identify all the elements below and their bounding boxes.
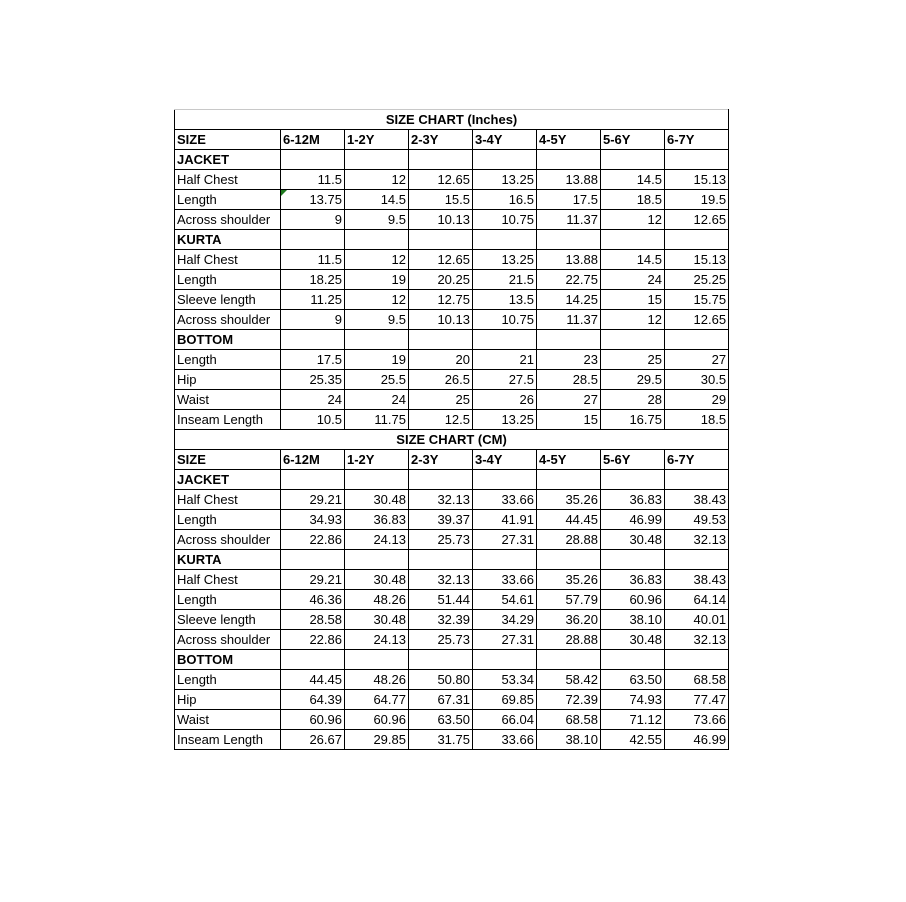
measurement-value: 27 bbox=[537, 390, 601, 410]
table-row bbox=[175, 170, 729, 190]
empty-cell bbox=[281, 150, 345, 170]
measurement-value: 28.58 bbox=[281, 610, 345, 630]
empty-cell bbox=[409, 330, 473, 350]
measurement-value: 13.25 bbox=[473, 410, 537, 430]
section-row bbox=[175, 230, 729, 250]
measurement-value: 10.5 bbox=[281, 410, 345, 430]
size-chart-sheet bbox=[174, 109, 729, 750]
measurement-label: Across shoulder bbox=[175, 310, 281, 330]
measurement-value: 24.13 bbox=[345, 630, 409, 650]
measurement-value: 38.10 bbox=[537, 730, 601, 750]
measurement-value: 15.13 bbox=[665, 170, 729, 190]
measurement-value: 22.86 bbox=[281, 530, 345, 550]
measurement-value: 32.13 bbox=[409, 570, 473, 590]
measurement-value: 9.5 bbox=[345, 210, 409, 230]
header-size-column: 6-12M bbox=[281, 130, 345, 150]
header-size-column: 3-4Y bbox=[473, 130, 537, 150]
measurement-value: 15 bbox=[601, 290, 665, 310]
measurement-value: 46.99 bbox=[665, 730, 729, 750]
measurement-value: 31.75 bbox=[409, 730, 473, 750]
size-chart-table bbox=[174, 109, 729, 750]
measurement-value: 24 bbox=[345, 390, 409, 410]
measurement-value: 35.26 bbox=[537, 570, 601, 590]
measurement-value: 72.39 bbox=[537, 690, 601, 710]
measurement-value: 33.66 bbox=[473, 570, 537, 590]
measurement-value: 66.04 bbox=[473, 710, 537, 730]
empty-cell bbox=[473, 550, 537, 570]
measurement-value: 38.10 bbox=[601, 610, 665, 630]
measurement-value: 35.26 bbox=[537, 490, 601, 510]
section-row bbox=[175, 330, 729, 350]
measurement-value: 28.88 bbox=[537, 530, 601, 550]
measurement-value: 13.25 bbox=[473, 170, 537, 190]
header-size-label: SIZE bbox=[175, 450, 281, 470]
measurement-value: 68.58 bbox=[665, 670, 729, 690]
empty-cell bbox=[537, 550, 601, 570]
measurement-value: 13.75 bbox=[281, 190, 345, 210]
empty-cell bbox=[281, 470, 345, 490]
measurement-value: 10.75 bbox=[473, 310, 537, 330]
measurement-value: 29.21 bbox=[281, 570, 345, 590]
measurement-value: 40.01 bbox=[665, 610, 729, 630]
measurement-value: 71.12 bbox=[601, 710, 665, 730]
measurement-value: 25.35 bbox=[281, 370, 345, 390]
table-row bbox=[175, 670, 729, 690]
measurement-value: 9 bbox=[281, 310, 345, 330]
measurement-value: 74.93 bbox=[601, 690, 665, 710]
table-row bbox=[175, 410, 729, 430]
measurement-label: Hip bbox=[175, 370, 281, 390]
measurement-value: 41.91 bbox=[473, 510, 537, 530]
measurement-label: Length bbox=[175, 350, 281, 370]
measurement-value: 19 bbox=[345, 350, 409, 370]
measurement-value: 68.58 bbox=[537, 710, 601, 730]
measurement-value: 18.5 bbox=[601, 190, 665, 210]
measurement-value: 64.14 bbox=[665, 590, 729, 610]
header-row bbox=[175, 450, 729, 470]
measurement-value: 48.26 bbox=[345, 670, 409, 690]
measurement-value: 29.5 bbox=[601, 370, 665, 390]
measurement-value: 13.5 bbox=[473, 290, 537, 310]
measurement-value: 12 bbox=[601, 210, 665, 230]
measurement-value: 57.79 bbox=[537, 590, 601, 610]
measurement-value: 27 bbox=[665, 350, 729, 370]
measurement-value: 27.31 bbox=[473, 530, 537, 550]
empty-cell bbox=[345, 230, 409, 250]
header-row bbox=[175, 130, 729, 150]
measurement-value: 28 bbox=[601, 390, 665, 410]
header-size-column: 4-5Y bbox=[537, 130, 601, 150]
header-size-column: 1-2Y bbox=[345, 450, 409, 470]
measurement-value: 12.65 bbox=[665, 210, 729, 230]
measurement-value: 64.77 bbox=[345, 690, 409, 710]
measurement-label: Across shoulder bbox=[175, 210, 281, 230]
measurement-value: 60.96 bbox=[281, 710, 345, 730]
header-size-column: 1-2Y bbox=[345, 130, 409, 150]
table-title: SIZE CHART (CM) bbox=[175, 430, 729, 450]
measurement-value: 49.53 bbox=[665, 510, 729, 530]
measurement-value: 73.66 bbox=[665, 710, 729, 730]
measurement-label: Hip bbox=[175, 690, 281, 710]
measurement-value: 27.31 bbox=[473, 630, 537, 650]
table-row bbox=[175, 570, 729, 590]
measurement-value: 12.65 bbox=[409, 250, 473, 270]
measurement-value: 22.75 bbox=[537, 270, 601, 290]
empty-cell bbox=[665, 150, 729, 170]
measurement-value: 15.13 bbox=[665, 250, 729, 270]
empty-cell bbox=[665, 550, 729, 570]
measurement-label: Waist bbox=[175, 710, 281, 730]
measurement-value: 30.48 bbox=[601, 630, 665, 650]
measurement-value: 30.48 bbox=[345, 610, 409, 630]
empty-cell bbox=[409, 470, 473, 490]
empty-cell bbox=[537, 330, 601, 350]
measurement-value: 12.5 bbox=[409, 410, 473, 430]
measurement-value: 14.5 bbox=[345, 190, 409, 210]
section-row bbox=[175, 650, 729, 670]
measurement-label: Across shoulder bbox=[175, 630, 281, 650]
measurement-value: 12.65 bbox=[409, 170, 473, 190]
measurement-label: Inseam Length bbox=[175, 410, 281, 430]
empty-cell bbox=[601, 150, 665, 170]
measurement-value: 17.5 bbox=[537, 190, 601, 210]
measurement-value: 18.5 bbox=[665, 410, 729, 430]
measurement-label: Length bbox=[175, 510, 281, 530]
measurement-value: 18.25 bbox=[281, 270, 345, 290]
measurement-label: Half Chest bbox=[175, 250, 281, 270]
measurement-value: 54.61 bbox=[473, 590, 537, 610]
measurement-value: 32.13 bbox=[409, 490, 473, 510]
table-row bbox=[175, 530, 729, 550]
empty-cell bbox=[409, 150, 473, 170]
header-size-column: 5-6Y bbox=[601, 450, 665, 470]
measurement-value: 26.5 bbox=[409, 370, 473, 390]
empty-cell bbox=[537, 150, 601, 170]
measurement-label: Half Chest bbox=[175, 490, 281, 510]
measurement-value: 67.31 bbox=[409, 690, 473, 710]
measurement-value: 36.83 bbox=[601, 570, 665, 590]
measurement-value: 10.13 bbox=[409, 310, 473, 330]
section-heading: JACKET bbox=[175, 150, 281, 170]
header-size-column: 3-4Y bbox=[473, 450, 537, 470]
measurement-value: 12.75 bbox=[409, 290, 473, 310]
measurement-value: 51.44 bbox=[409, 590, 473, 610]
measurement-label: Half Chest bbox=[175, 170, 281, 190]
empty-cell bbox=[345, 470, 409, 490]
measurement-value: 13.25 bbox=[473, 250, 537, 270]
measurement-label: Half Chest bbox=[175, 570, 281, 590]
measurement-value: 30.5 bbox=[665, 370, 729, 390]
measurement-value: 23 bbox=[537, 350, 601, 370]
table-row bbox=[175, 370, 729, 390]
measurement-value: 64.39 bbox=[281, 690, 345, 710]
measurement-value: 14.5 bbox=[601, 170, 665, 190]
measurement-value: 12 bbox=[601, 310, 665, 330]
measurement-value: 15 bbox=[537, 410, 601, 430]
table-row bbox=[175, 730, 729, 750]
measurement-value: 46.99 bbox=[601, 510, 665, 530]
measurement-value: 17.5 bbox=[281, 350, 345, 370]
measurement-value: 11.5 bbox=[281, 250, 345, 270]
empty-cell bbox=[665, 470, 729, 490]
empty-cell bbox=[345, 330, 409, 350]
measurement-value: 32.39 bbox=[409, 610, 473, 630]
table-row bbox=[175, 710, 729, 730]
table-row bbox=[175, 510, 729, 530]
measurement-value: 53.34 bbox=[473, 670, 537, 690]
measurement-value: 12.65 bbox=[665, 310, 729, 330]
measurement-value: 12 bbox=[345, 290, 409, 310]
empty-cell bbox=[281, 650, 345, 670]
empty-cell bbox=[665, 650, 729, 670]
table-row bbox=[175, 610, 729, 630]
measurement-label: Length bbox=[175, 270, 281, 290]
measurement-value: 20.25 bbox=[409, 270, 473, 290]
section-heading: BOTTOM bbox=[175, 650, 281, 670]
empty-cell bbox=[409, 230, 473, 250]
measurement-label: Across shoulder bbox=[175, 530, 281, 550]
table-row bbox=[175, 190, 729, 210]
measurement-value: 33.66 bbox=[473, 730, 537, 750]
empty-cell bbox=[473, 470, 537, 490]
measurement-value: 20 bbox=[409, 350, 473, 370]
measurement-value: 44.45 bbox=[281, 670, 345, 690]
table-title-row bbox=[175, 110, 729, 130]
empty-cell bbox=[281, 550, 345, 570]
empty-cell bbox=[665, 230, 729, 250]
measurement-value: 63.50 bbox=[601, 670, 665, 690]
section-row bbox=[175, 550, 729, 570]
empty-cell bbox=[473, 230, 537, 250]
measurement-value: 25.5 bbox=[345, 370, 409, 390]
measurement-value: 25.25 bbox=[665, 270, 729, 290]
measurement-value: 25.73 bbox=[409, 530, 473, 550]
measurement-value: 13.88 bbox=[537, 170, 601, 190]
empty-cell bbox=[601, 330, 665, 350]
measurement-value: 19.5 bbox=[665, 190, 729, 210]
measurement-value: 11.25 bbox=[281, 290, 345, 310]
section-row bbox=[175, 470, 729, 490]
table-row bbox=[175, 490, 729, 510]
empty-cell bbox=[601, 470, 665, 490]
measurement-value: 48.26 bbox=[345, 590, 409, 610]
measurement-value: 38.43 bbox=[665, 490, 729, 510]
empty-cell bbox=[473, 650, 537, 670]
measurement-value: 16.5 bbox=[473, 190, 537, 210]
section-heading: JACKET bbox=[175, 470, 281, 490]
measurement-value: 34.93 bbox=[281, 510, 345, 530]
table-title-row bbox=[175, 430, 729, 450]
measurement-value: 29 bbox=[665, 390, 729, 410]
header-size-column: 6-7Y bbox=[665, 450, 729, 470]
measurement-value: 26.67 bbox=[281, 730, 345, 750]
header-size-column: 2-3Y bbox=[409, 130, 473, 150]
measurement-value: 63.50 bbox=[409, 710, 473, 730]
header-size-column: 4-5Y bbox=[537, 450, 601, 470]
measurement-value: 39.37 bbox=[409, 510, 473, 530]
empty-cell bbox=[281, 230, 345, 250]
empty-cell bbox=[601, 650, 665, 670]
measurement-value: 60.96 bbox=[601, 590, 665, 610]
table-row bbox=[175, 350, 729, 370]
measurement-value: 36.83 bbox=[601, 490, 665, 510]
measurement-value: 32.13 bbox=[665, 630, 729, 650]
table-row bbox=[175, 690, 729, 710]
measurement-value: 12 bbox=[345, 250, 409, 270]
table-title: SIZE CHART (Inches) bbox=[175, 110, 729, 130]
measurement-value: 25.73 bbox=[409, 630, 473, 650]
measurement-value: 21.5 bbox=[473, 270, 537, 290]
measurement-value: 28.5 bbox=[537, 370, 601, 390]
measurement-label: Length bbox=[175, 190, 281, 210]
measurement-value: 10.75 bbox=[473, 210, 537, 230]
measurement-value: 22.86 bbox=[281, 630, 345, 650]
measurement-value: 11.37 bbox=[537, 310, 601, 330]
empty-cell bbox=[537, 230, 601, 250]
measurement-value: 10.13 bbox=[409, 210, 473, 230]
table-row bbox=[175, 210, 729, 230]
measurement-value: 30.48 bbox=[345, 570, 409, 590]
measurement-value: 38.43 bbox=[665, 570, 729, 590]
table-row bbox=[175, 270, 729, 290]
measurement-value: 29.21 bbox=[281, 490, 345, 510]
measurement-value: 50.80 bbox=[409, 670, 473, 690]
measurement-value: 60.96 bbox=[345, 710, 409, 730]
header-size-column: 2-3Y bbox=[409, 450, 473, 470]
empty-cell bbox=[601, 230, 665, 250]
measurement-value: 28.88 bbox=[537, 630, 601, 650]
measurement-value: 11.5 bbox=[281, 170, 345, 190]
measurement-value: 30.48 bbox=[345, 490, 409, 510]
measurement-value: 19 bbox=[345, 270, 409, 290]
empty-cell bbox=[537, 470, 601, 490]
measurement-value: 42.55 bbox=[601, 730, 665, 750]
empty-cell bbox=[409, 550, 473, 570]
empty-cell bbox=[473, 150, 537, 170]
measurement-label: Sleeve length bbox=[175, 610, 281, 630]
table-row bbox=[175, 630, 729, 650]
measurement-value: 25 bbox=[409, 390, 473, 410]
measurement-value: 16.75 bbox=[601, 410, 665, 430]
measurement-value: 44.45 bbox=[537, 510, 601, 530]
measurement-value: 46.36 bbox=[281, 590, 345, 610]
header-size-column: 5-6Y bbox=[601, 130, 665, 150]
measurement-value: 24 bbox=[281, 390, 345, 410]
measurement-value: 34.29 bbox=[473, 610, 537, 630]
empty-cell bbox=[537, 650, 601, 670]
measurement-value: 29.85 bbox=[345, 730, 409, 750]
measurement-label: Sleeve length bbox=[175, 290, 281, 310]
measurement-value: 58.42 bbox=[537, 670, 601, 690]
table-row bbox=[175, 250, 729, 270]
empty-cell bbox=[665, 330, 729, 350]
measurement-value: 24 bbox=[601, 270, 665, 290]
empty-cell bbox=[409, 650, 473, 670]
measurement-value: 30.48 bbox=[601, 530, 665, 550]
measurement-value: 21 bbox=[473, 350, 537, 370]
measurement-value: 15.5 bbox=[409, 190, 473, 210]
measurement-value: 36.20 bbox=[537, 610, 601, 630]
empty-cell bbox=[345, 650, 409, 670]
section-heading: BOTTOM bbox=[175, 330, 281, 350]
measurement-value: 32.13 bbox=[665, 530, 729, 550]
measurement-value: 77.47 bbox=[665, 690, 729, 710]
empty-cell bbox=[281, 330, 345, 350]
section-heading: KURTA bbox=[175, 230, 281, 250]
empty-cell bbox=[601, 550, 665, 570]
empty-cell bbox=[473, 330, 537, 350]
measurement-value: 33.66 bbox=[473, 490, 537, 510]
table-row bbox=[175, 290, 729, 310]
table-row bbox=[175, 390, 729, 410]
measurement-value: 11.75 bbox=[345, 410, 409, 430]
table-row bbox=[175, 310, 729, 330]
measurement-value: 13.88 bbox=[537, 250, 601, 270]
measurement-value: 24.13 bbox=[345, 530, 409, 550]
measurement-label: Inseam Length bbox=[175, 730, 281, 750]
measurement-value: 11.37 bbox=[537, 210, 601, 230]
header-size-column: 6-12M bbox=[281, 450, 345, 470]
measurement-value: 15.75 bbox=[665, 290, 729, 310]
measurement-value: 12 bbox=[345, 170, 409, 190]
measurement-value: 25 bbox=[601, 350, 665, 370]
header-size-label: SIZE bbox=[175, 130, 281, 150]
table-row bbox=[175, 590, 729, 610]
measurement-value: 26 bbox=[473, 390, 537, 410]
measurement-value: 69.85 bbox=[473, 690, 537, 710]
measurement-label: Length bbox=[175, 670, 281, 690]
measurement-value: 36.83 bbox=[345, 510, 409, 530]
measurement-value: 9.5 bbox=[345, 310, 409, 330]
header-size-column: 6-7Y bbox=[665, 130, 729, 150]
measurement-value: 27.5 bbox=[473, 370, 537, 390]
measurement-label: Waist bbox=[175, 390, 281, 410]
empty-cell bbox=[345, 150, 409, 170]
measurement-value: 9 bbox=[281, 210, 345, 230]
measurement-value: 14.5 bbox=[601, 250, 665, 270]
measurement-value: 14.25 bbox=[537, 290, 601, 310]
section-heading: KURTA bbox=[175, 550, 281, 570]
empty-cell bbox=[345, 550, 409, 570]
measurement-label: Length bbox=[175, 590, 281, 610]
section-row bbox=[175, 150, 729, 170]
